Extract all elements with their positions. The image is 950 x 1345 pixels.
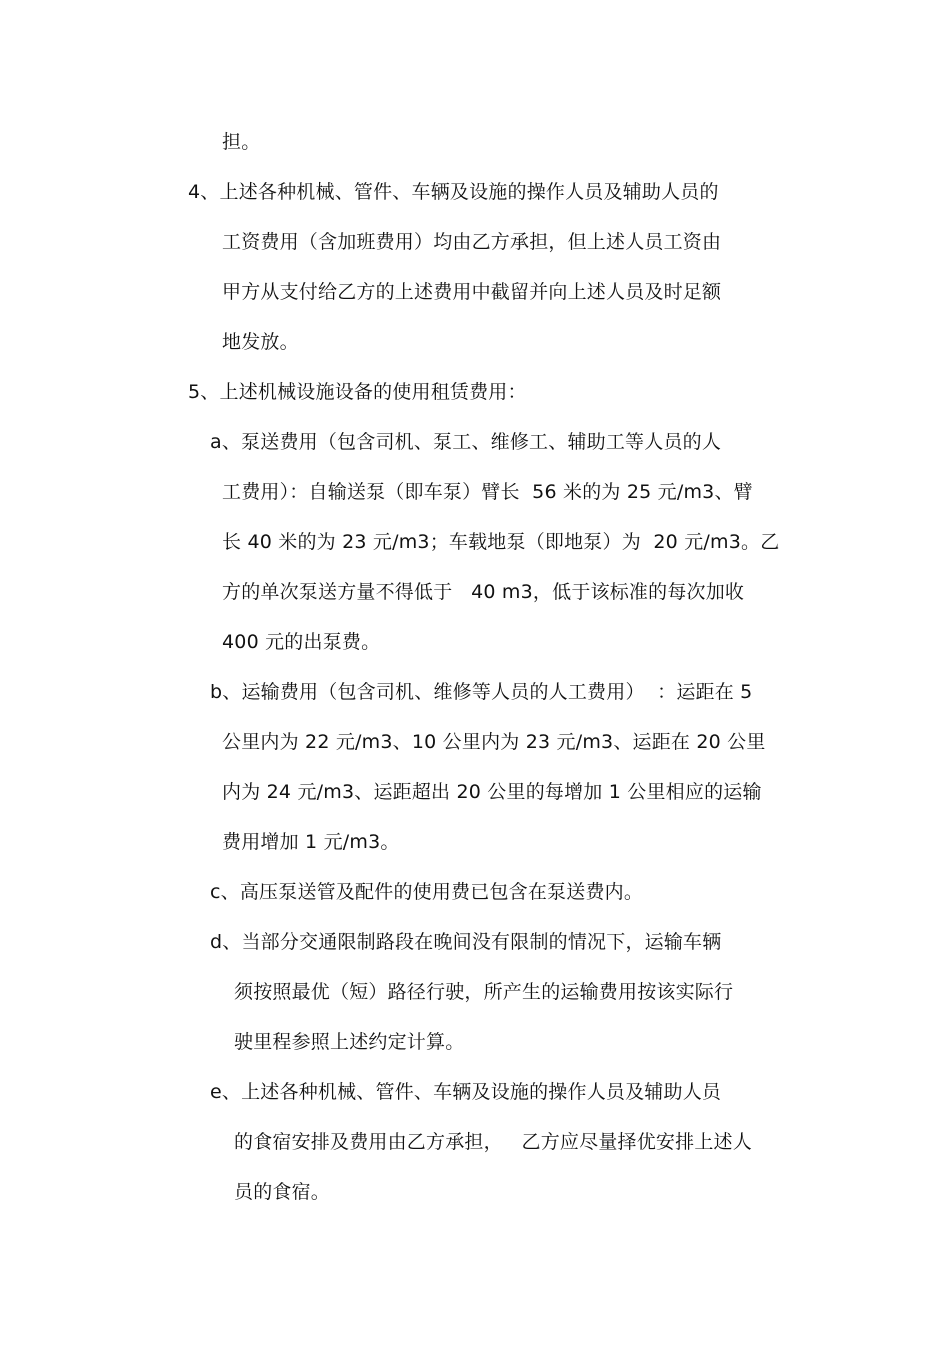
- text-line: 内为 24 元/m3、运距超出 20 公里的每增加 1 公里相应的运输: [222, 781, 762, 803]
- text-line: c、高压泵送管及配件的使用费已包含在泵送费内。: [210, 881, 644, 903]
- text-line: d、当部分交通限制路段在晚间没有限制的情况下，运输车辆: [210, 931, 722, 953]
- text-line: 甲方从支付给乙方的上述费用中截留并向上述人员及时足额: [222, 281, 722, 303]
- text-line: a、泵送费用（包含司机、泵工、维修工、辅助工等人员的人: [210, 431, 722, 453]
- text-line: 长 40 米的为 23 元/m3；车载地泵（即地泵）为 20 元/m3。乙: [222, 531, 780, 553]
- text-line: 驶里程参照上述约定计算。: [234, 1031, 465, 1053]
- text-line: 公里内为 22 元/m3、10 公里内为 23 元/m3、运距在 20 公里: [222, 731, 766, 753]
- text-line: 4、上述各种机械、管件、车辆及设施的操作人员及辅助人员的: [188, 181, 719, 203]
- text-line: 400 元的出泵费。: [222, 631, 381, 653]
- text-line: 的食宿安排及费用由乙方承担， 乙方应尽量择优安排上述人: [234, 1131, 752, 1153]
- text-line: 须按照最优（短）路径行驶，所产生的运输费用按该实际行: [234, 981, 734, 1003]
- text-line: 工费用）：自输送泵（即车泵）臂长 56 米的为 25 元/m3、臂: [222, 481, 753, 503]
- text-line: 工资费用（含加班费用）均由乙方承担，但上述人员工资由: [222, 231, 722, 253]
- text-line: 地发放。: [222, 331, 299, 353]
- text-line: 员的食宿。: [234, 1181, 331, 1203]
- text-line: 5、上述机械设施设备的使用租赁费用：: [188, 381, 527, 403]
- text-line: e、上述各种机械、管件、车辆及设施的操作人员及辅助人员: [210, 1081, 722, 1103]
- text-line: 担。: [222, 131, 261, 153]
- text-line: 费用增加 1 元/m3。: [222, 831, 400, 853]
- text-line: 方的单次泵送方量不得低于 40 m3，低于该标准的每次加收: [222, 581, 745, 603]
- text-line: b、运输费用（包含司机、维修等人员的人工费用） ：运距在 5: [210, 681, 753, 703]
